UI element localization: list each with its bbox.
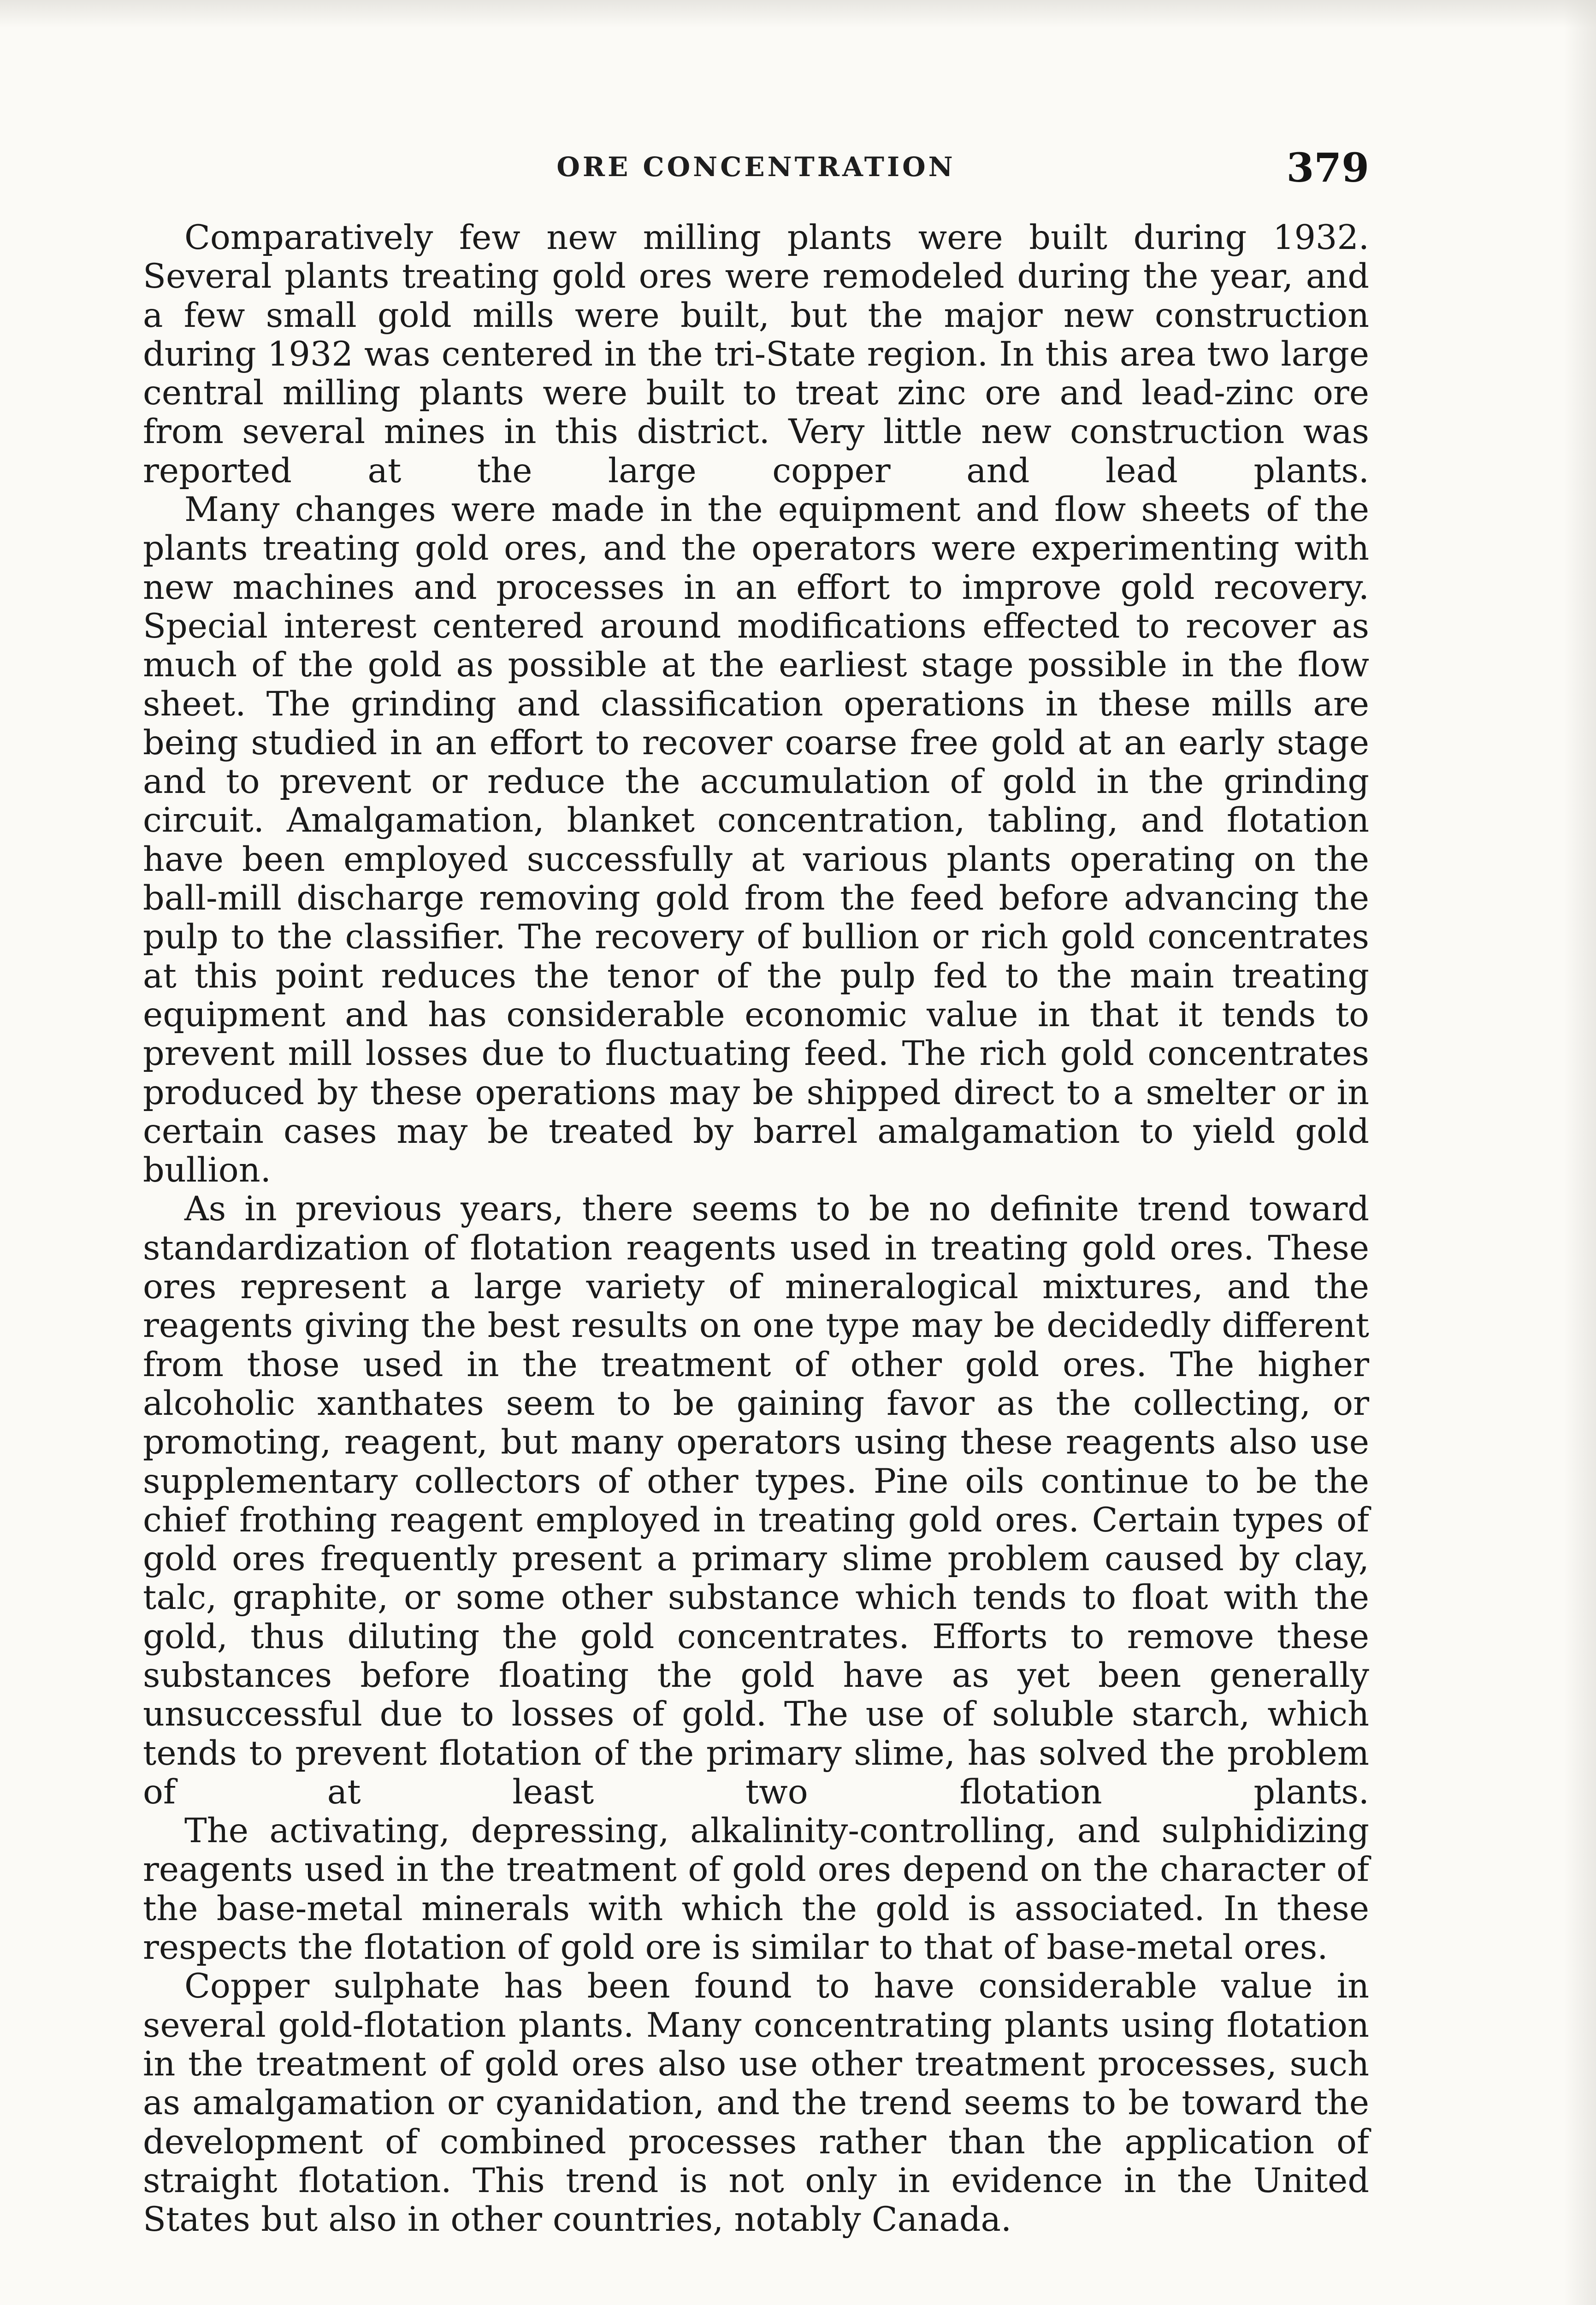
page-number: 379 (1286, 145, 1369, 191)
page-right-edge-shadow (1564, 0, 1596, 2305)
paragraph: The activating, depressing, alkalinity-controlling, and sulphidizing reagents used in the treatment of gold ores depend on the character of the base-metal minerals with which the gold is associated. In these respects the flotation of gold ore is similar to that of base-metal ores. (143, 1811, 1369, 1968)
paragraph: Many changes were made in the equipment and flow sheets of the plants treating gold ores, and the operators were experimenting with new machines and processes in an effort to improve gold recovery. Special interest centered around modifications effected to recover as much of the gold as possible at the earliest stage possible in the flow sheet. The grinding and classification operations in these mills are being studied in an effort to recover coarse free gold at an early stage and to prevent or reduce the accumulation of gold in the grinding circuit. Amalgamation, blanket concentration, tabling, and flotation have been employed successfully at various plants operating on the ball-mill discharge removing gold from the feed before advancing the pulp to the classifier. The recovery of bullion or rich gold concentrates at this point reduces the tenor of the pulp fed to the main treating equipment and has considerable economic value in that it tends to prevent mill losses due to fluctuating feed. The rich gold concentrates produced by these operations may be shipped direct to a smelter or in certain cases may be treated by barrel amalgamation to yield gold bullion. (143, 490, 1369, 1190)
page-top-edge-shadow (0, 0, 1596, 28)
page-header (143, 147, 1369, 197)
paragraph: Comparatively few new milling plants were built during 1932. Several plants treating gold ores were remodeled during the year, and a few small gold mills were built, but the major new construction during 1932 was centered in the tri-State region. In this area two large central milling plants were built to treat zinc ore and lead-zinc ore from several mines in this district. Very little new construction was reported at the large copper and lead plants. (143, 218, 1369, 491)
paragraph: Copper sulphate has been found to have considerable value in several gold-flotation plants. Many concentrating plants using flotation in the treatment of gold ores also use other treatment processes, such as amalgamation or cyanidation, and the trend seems to be toward the development of combined processes rather than the application of straight flotation. This trend is not only in evidence in the United States but also in other countries, notably Canada. (143, 1967, 1369, 2240)
body-text (143, 219, 1369, 2239)
paragraph: As in previous years, there seems to be no definite trend toward standardization of flotation reagents used in treating gold ores. These ores represent a large variety of mineralogical mixtures, and the reagents giving the best results on one type may be decidedly different from those used in the treatment of other gold ores. The higher alcoholic xanthates seem to be gaining favor as the collecting, or promoting, reagent, but many operators using these reagents also use supplementary collectors of other types. Pine oils continue to be the chief frothing reagent employed in treating gold ores. Certain types of gold ores frequently present a primary slime problem caused by clay, talc, graphite, or some other substance which tends to float with the gold, thus diluting the gold concentrates. Efforts to remove these substances before floating the gold have as yet been generally unsuccessful due to losses of gold. The use of soluble starch, which tends to prevent flotation of the primary slime, has solved the problem of at least two flotation plants. (143, 1189, 1369, 1812)
running-head: ORE CONCENTRATION (556, 151, 956, 183)
